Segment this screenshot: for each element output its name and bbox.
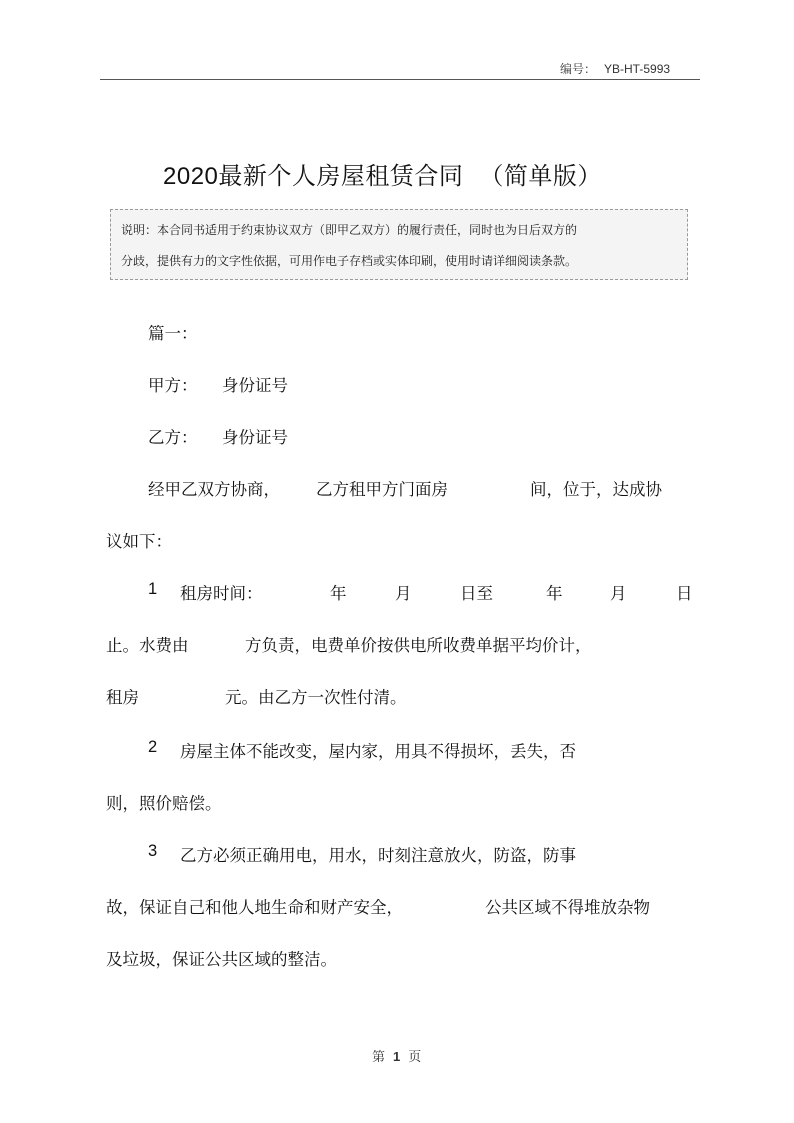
page-title — [163, 156, 602, 191]
note-line-1: 说明：本合同书适用于约束协议双方（即甲乙双方）的履行责任，同时也为日后双方的 — [121, 223, 578, 237]
intro-part-3: 间，位于，达成协 — [530, 480, 662, 499]
section-heading: 篇一： — [148, 324, 198, 343]
clause-2-number: 2 — [148, 738, 158, 756]
clause-1-date-word: 月 — [610, 584, 627, 603]
header-rule — [100, 79, 700, 80]
clause-1-line-3b: 元。由乙方一次性付清。 — [225, 688, 407, 707]
intro-part-1: 经甲乙双方协商， — [148, 480, 280, 499]
clause-1-date-word: 日 — [676, 584, 693, 603]
footer-prefix: 第 — [372, 1050, 386, 1065]
document-number — [560, 60, 670, 77]
clause-1-date-word: 年 — [546, 584, 563, 603]
clause-1-label: 租房时间： — [180, 584, 263, 603]
clause-3-line-1: 乙方必须正确用电，用水，时刻注意放火，防盗，防事 — [180, 846, 576, 865]
clause-1-number: 1 — [148, 580, 158, 598]
clause-3-line-2a: 故，保证自己和他人地生命和财产安全， — [106, 898, 403, 917]
note-line-2: 分歧，提供有力的文字性依据，可用作电子存档或实体印刷，使用时请详细阅读条款。 — [121, 254, 578, 268]
intro-part-4: 议如下： — [106, 532, 172, 551]
clause-2-line-1: 房屋主体不能改变，屋内家，用具不得损坏，丢失，否 — [180, 742, 576, 761]
clause-1-date-word: 日至 — [460, 584, 493, 603]
clause-1-line-2b: 方负责，电费单价按供电所收费单据平均价计， — [245, 636, 592, 655]
clause-1-date-word: 年 — [330, 584, 347, 603]
page-footer — [372, 1046, 421, 1065]
clause-1-line-3a: 租房 — [106, 688, 139, 707]
title-text: 最新个人房屋租赁合同 — [218, 162, 464, 190]
party-b-id: 身份证号 — [222, 428, 288, 447]
page-number: 1 — [393, 1049, 401, 1064]
clause-2-line-2: 则，照价赔偿。 — [106, 794, 222, 813]
clause-3-number: 3 — [148, 842, 158, 860]
party-a-label: 甲方： — [148, 376, 198, 395]
clause-1-date-word: 月 — [395, 584, 412, 603]
document-number-label: 编号： — [560, 62, 597, 76]
clause-3-line-3: 及垃圾，保证公共区域的整洁。 — [106, 950, 337, 969]
party-a-id: 身份证号 — [222, 376, 288, 395]
party-b-label: 乙方： — [148, 428, 198, 447]
title-edition: （简单版） — [479, 162, 602, 190]
note-box — [110, 209, 688, 280]
title-year: 2020 — [163, 163, 219, 190]
document-number-value: YB-HT-5993 — [604, 62, 671, 76]
intro-part-2: 乙方租甲方门面房 — [316, 480, 448, 499]
clause-3-line-2b: 公共区域不得堆放杂物 — [485, 898, 650, 917]
footer-suffix: 页 — [408, 1050, 422, 1065]
clause-1-line-2a: 止。水费由 — [106, 636, 189, 655]
